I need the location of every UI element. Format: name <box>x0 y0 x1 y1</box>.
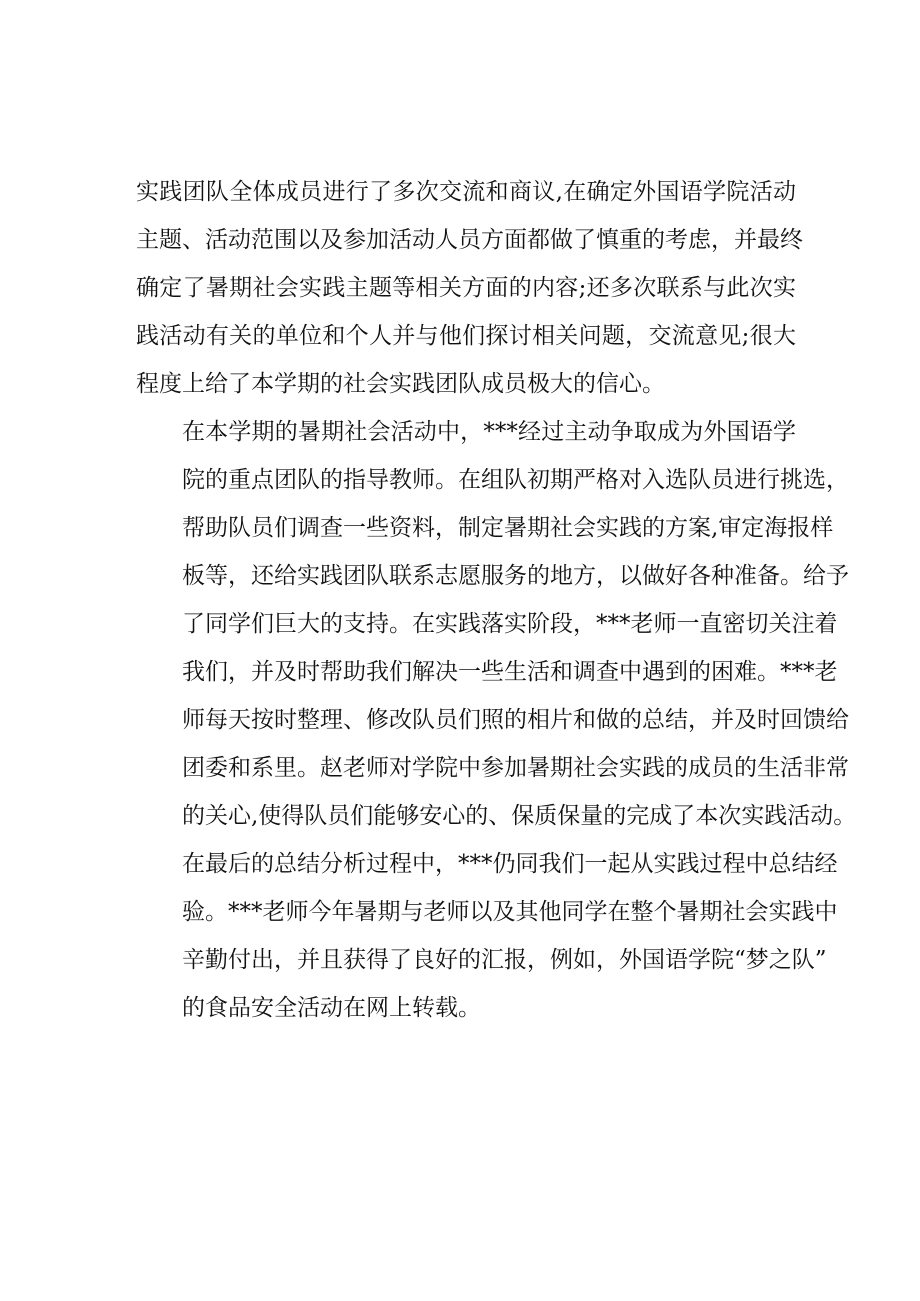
document-body <box>136 168 857 1032</box>
paragraph-2 <box>136 408 857 1032</box>
paragraph-1 <box>136 168 803 408</box>
text-line: 实践团队全体成员进行了多次交流和商议,在确定外国语学院活动 <box>136 179 796 205</box>
text-line: 了同学们巨大的支持。在实践落实阶段，***老师一直密切关注着 <box>182 611 838 637</box>
text-line: 团委和系里。赵老师对学院中参加暑期社会实践的成员的生活非常 <box>182 755 849 781</box>
text-line: 在本学期的暑期社会活动中，***经过主动争取成为外国语学 <box>182 419 796 445</box>
text-line: 主题、活动范围以及参加活动人员方面都做了慎重的考虑，并最终 <box>136 227 803 253</box>
text-line: 践活动有关的单位和个人并与他们探讨相关问题，交流意见;很大 <box>136 323 796 349</box>
text-line: 辛勤付出，并且获得了良好的汇报，例如，外国语学院“梦之队” <box>182 947 827 973</box>
text-line: 板等，还给实践团队联系志愿服务的地方，以做好各种准备。给予 <box>182 563 849 589</box>
text-line: 帮助队员们调查一些资料，制定暑期社会实践的方案,审定海报样 <box>182 515 834 541</box>
text-line: 的关心,使得队员们能够安心的、保质保量的完成了本次实践活动。 <box>182 803 857 829</box>
text-line: 师每天按时整理、修改队员们照的相片和做的总结，并及时回馈给 <box>182 707 849 733</box>
text-line: 在最后的总结分析过程中，***仍同我们一起从实践过程中总结经 <box>182 851 838 877</box>
text-line: 验。***老师今年暑期与老师以及其他同学在整个暑期社会实践中 <box>182 899 838 925</box>
text-line: 的食品安全活动在网上转载。 <box>182 995 481 1021</box>
text-line: 确定了暑期社会实践主题等相关方面的内容;还多次联系与此次实 <box>136 275 796 301</box>
text-line: 程度上给了本学期的社会实践团队成员极大的信心。 <box>136 371 665 397</box>
text-line: 我们，并及时帮助我们解决一些生活和调查中遇到的困难。***老 <box>182 659 838 685</box>
text-line: 院的重点团队的指导教师。在组队初期严格对入选队员进行挑选， <box>182 467 849 493</box>
